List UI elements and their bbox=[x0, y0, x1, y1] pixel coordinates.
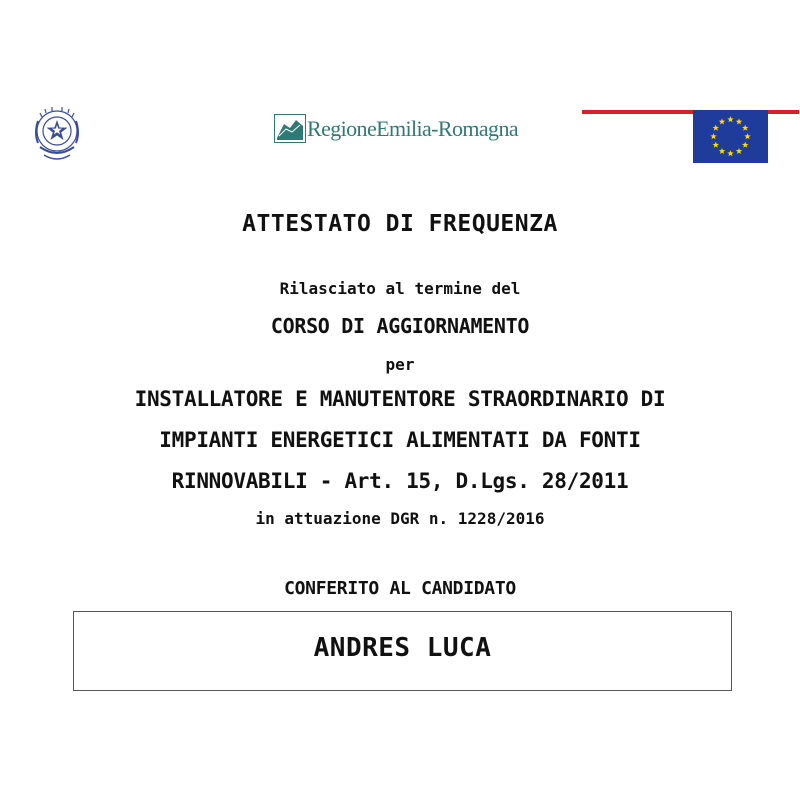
candidate-name-box bbox=[73, 611, 732, 691]
course-line-2: IMPIANTI ENERGETICI ALIMENTATI DA FONTI bbox=[159, 428, 641, 452]
dgr-reference: in attuazione DGR n. 1228/2016 bbox=[255, 509, 545, 528]
per-text: per bbox=[385, 355, 415, 374]
conferred-label: CONFERITO AL CANDIDATO bbox=[284, 578, 516, 599]
emilia-romagna-map-icon bbox=[274, 114, 306, 143]
candidate-name: ANDRES LUCA bbox=[313, 633, 492, 663]
region-logo-text: RegioneEmilia-Romagna bbox=[307, 116, 519, 141]
italian-republic-emblem-icon bbox=[30, 103, 84, 165]
issued-text: Rilasciato al termine del bbox=[279, 279, 521, 298]
course-line-1: INSTALLATORE E MANUTENTORE STRAORDINARIO DI bbox=[134, 387, 666, 411]
eu-flag-icon bbox=[693, 110, 768, 163]
course-line-3: RINNOVABILI - Art. 15, D.Lgs. 28/2011 bbox=[171, 469, 629, 493]
course-type: CORSO DI AGGIORNAMENTO bbox=[270, 314, 530, 338]
region-logo bbox=[274, 110, 526, 144]
certificate-title: ATTESTATO DI FREQUENZA bbox=[242, 211, 558, 237]
